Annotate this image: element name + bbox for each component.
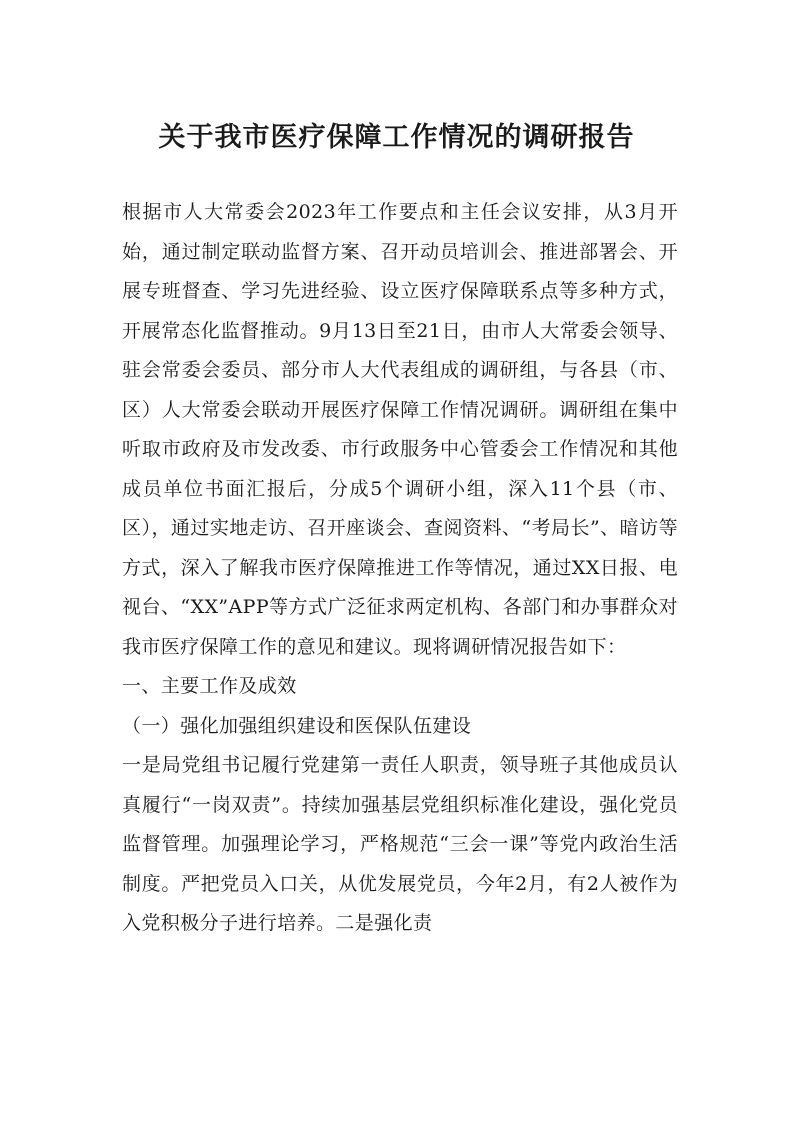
intro-paragraph: 根据市人大常委会2023年工作要点和主任会议安排，从3月开始，通过制定联动监督方案、召开动员培训会、推进部署会、开展专班督查、学习先进经验、设立医疗保障联系点等多种方式，开展常态化监督推动。9月13日至21日，由市人大常委会领导、驻会常委会委员、部分市人大代表组成的调研组，与各县（市、区）人大常委会联动开展医疗保障工作情况调研。调研组在集中听取市政府及市发改委、市行政服务中心管委会工作情况和其他成员单位书面汇报后，分成5个调研小组，深入11个县（市、区），通过实地走访、召开座谈会、查阅资料、“考局长”、暗访等方式，深入了解我市医疗保障推进工作等情况，通过XX日报、电视台、“XX”APP等方式广泛征求两定机构、各部门和办事群众对我市医疗保障工作的意见和建议。现将调研情况报告如下： <box>122 201 678 658</box>
body-paragraph: 一是局党组书记履行党建第一责任人职责，领导班子其他成员认真履行“一岗双责”。持续加强基层党组织标准化建设，强化党员监督管理。加强理论学习，严格规范“三会一课”等党内政治生活制度。严把党员入口关，从优发展党员，今年2月，有2人被作为入党积极分子进行培养。二是强化责 <box>122 754 678 934</box>
document-title: 关于我市医疗保障工作情况的调研报告 <box>158 122 635 153</box>
document-body <box>122 193 678 944</box>
section-heading: 一、主要工作及成效 <box>122 675 297 697</box>
subsection-heading: （一）强化加强组织建设和医保队伍建设 <box>122 714 472 737</box>
